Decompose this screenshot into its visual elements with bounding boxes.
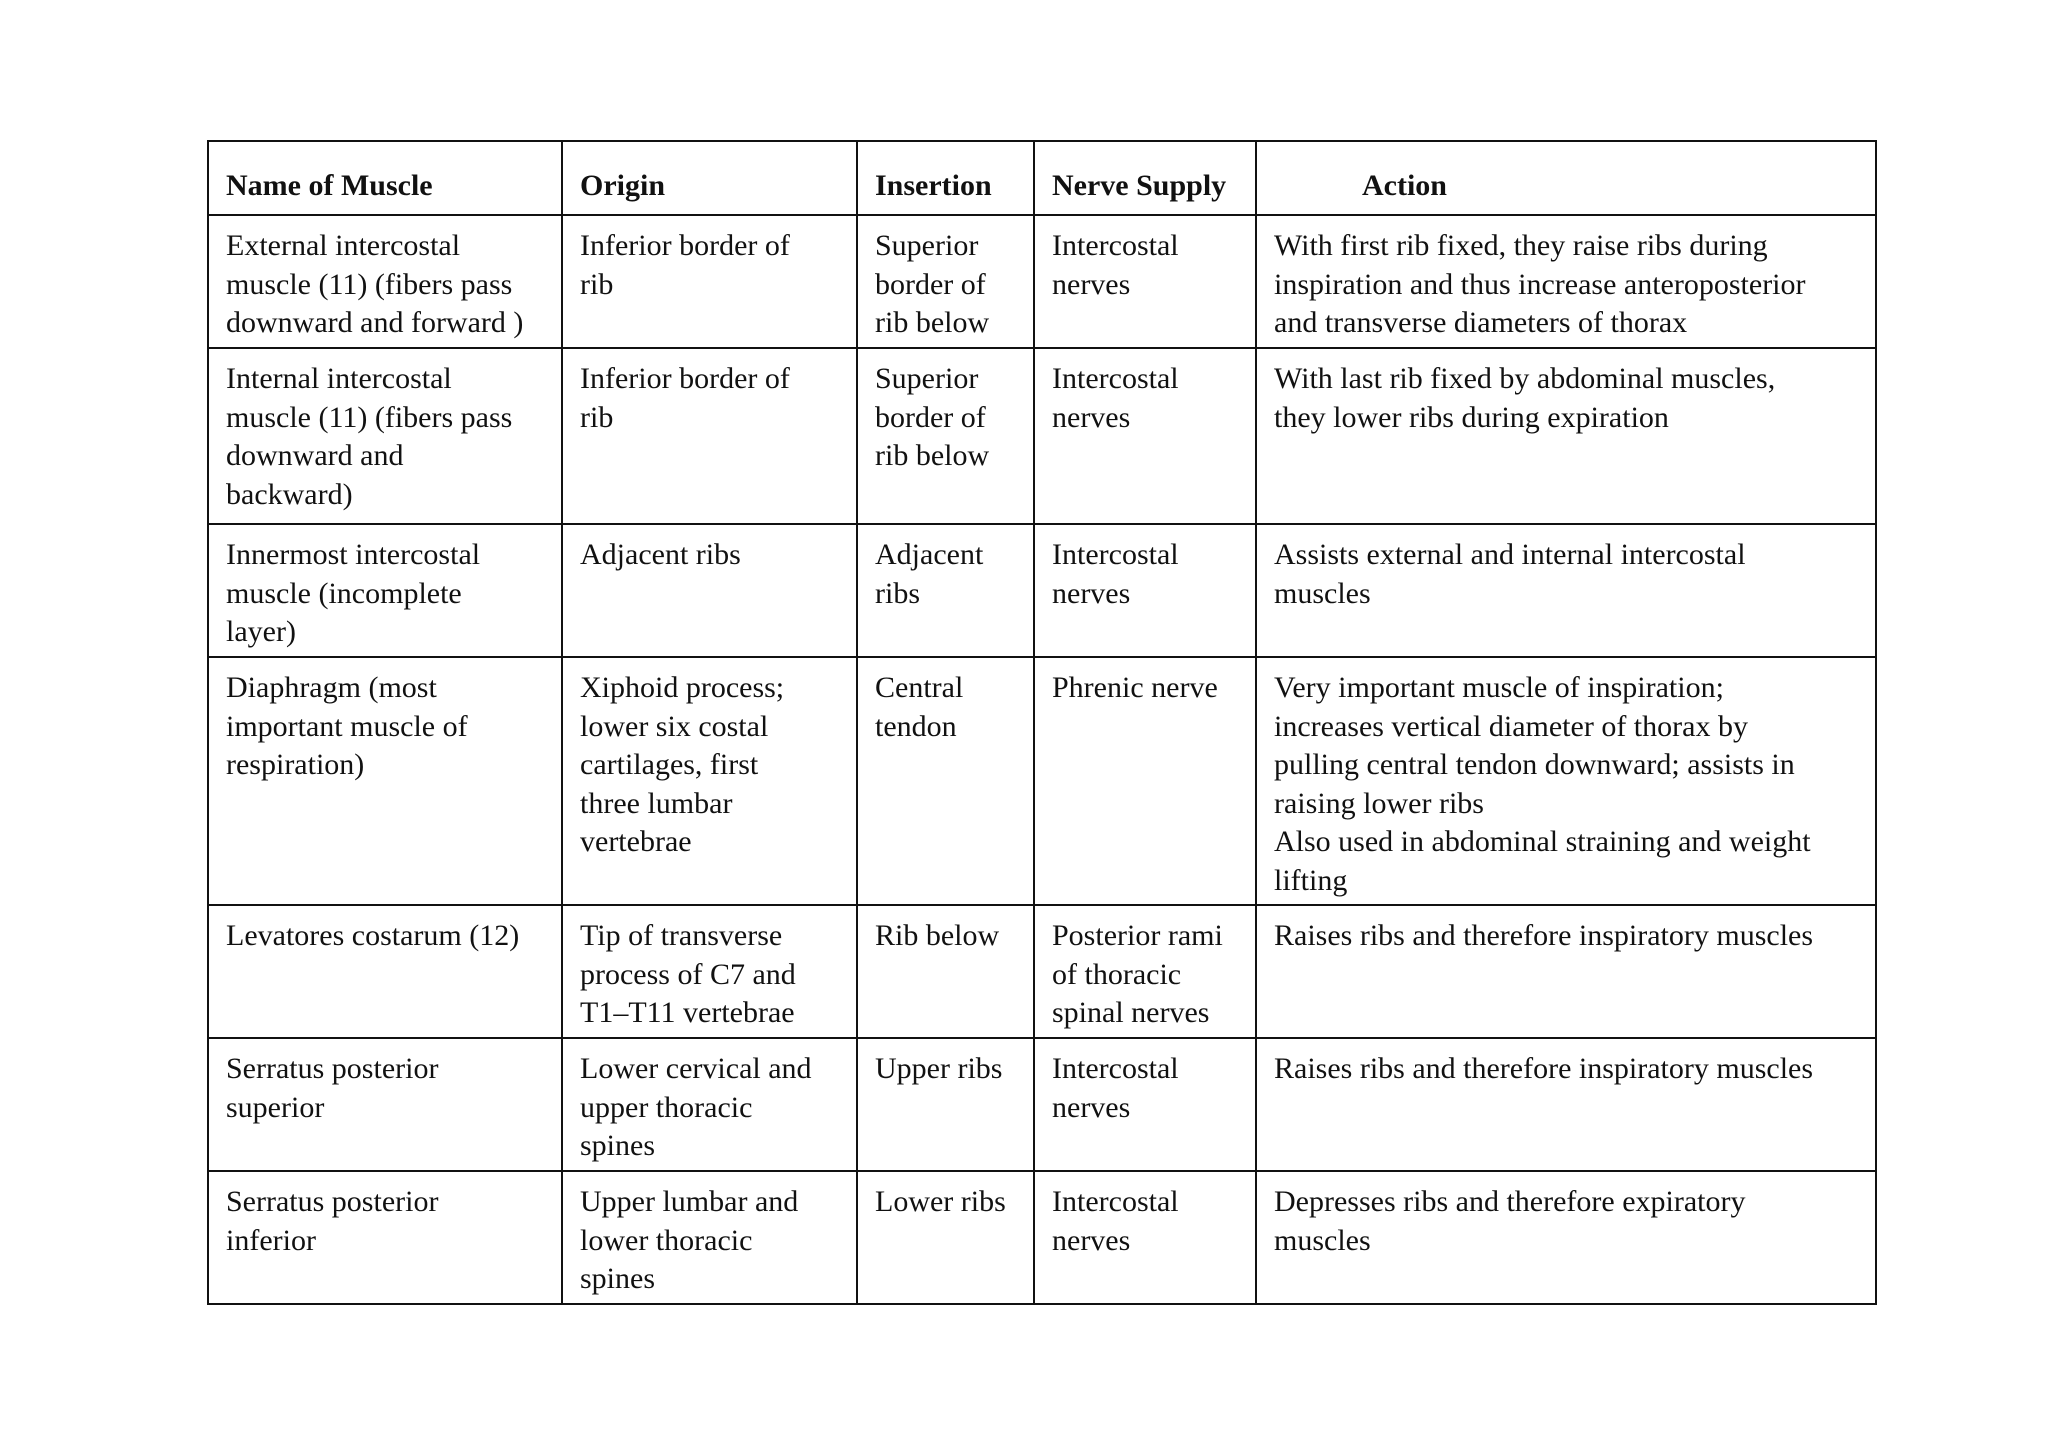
cell-line: Inferior border of	[580, 362, 790, 395]
cell-origin	[562, 905, 857, 1038]
header-origin: Origin	[562, 141, 857, 215]
cell-origin	[562, 1171, 857, 1304]
cell-nerve-supply	[1034, 348, 1256, 524]
cell-insertion	[857, 905, 1034, 1038]
cell-nerve-supply	[1034, 524, 1256, 657]
cell-line: upper thoracic	[580, 1090, 753, 1124]
header-insertion: Insertion	[857, 141, 1034, 215]
cell-line: Upper lumbar and	[580, 1185, 799, 1218]
table-header-row	[208, 141, 1876, 215]
table-row	[208, 1171, 1876, 1304]
cell-line: Intercostal	[1052, 362, 1179, 395]
cell-name	[208, 1038, 562, 1171]
cell-line: Serratus posterior	[226, 1185, 439, 1218]
cell-line: Intercostal	[1052, 1185, 1179, 1218]
cell-line: lifting	[1274, 863, 1348, 897]
cell-line: nerves	[1052, 1090, 1131, 1124]
cell-line: Central	[875, 671, 964, 704]
header-name-of-muscle: Name of Muscle	[208, 141, 562, 215]
cell-action	[1256, 215, 1876, 348]
cell-line: Intercostal	[1052, 1052, 1179, 1085]
cell-line: nerves	[1052, 576, 1131, 610]
cell-line: inferior	[226, 1223, 316, 1257]
cell-line: muscles	[1274, 576, 1371, 610]
cell-line: spines	[580, 1129, 655, 1162]
cell-line: muscle (11) (fibers pass	[226, 267, 513, 301]
cell-origin	[562, 348, 857, 524]
cell-line: Xiphoid process;	[580, 671, 785, 704]
cell-insertion	[857, 524, 1034, 657]
cell-line: Intercostal	[1052, 538, 1179, 571]
cell-line: lower thoracic	[580, 1223, 753, 1257]
cell-line: important muscle of	[226, 709, 468, 743]
cell-action	[1256, 905, 1876, 1038]
cell-origin	[562, 524, 857, 657]
cell-line: muscles	[1274, 1223, 1371, 1257]
cell-name	[208, 905, 562, 1038]
cell-line: External intercostal	[226, 229, 461, 262]
cell-line: Internal intercostal	[226, 362, 452, 395]
cell-origin	[562, 215, 857, 348]
cell-line: border of	[875, 400, 986, 434]
cell-name	[208, 1171, 562, 1304]
cell-line: vertebrae	[580, 825, 692, 858]
cell-line: nerves	[1052, 400, 1131, 434]
cell-line: nerves	[1052, 1223, 1131, 1257]
cell-line: Very important muscle of inspiration;	[1274, 671, 1724, 704]
cell-line: spinal nerves	[1052, 996, 1210, 1029]
cell-line: Tip of transverse	[580, 919, 783, 952]
cell-nerve-supply	[1034, 215, 1256, 348]
cell-line: Rib below	[875, 919, 1000, 952]
header-nerve-supply: Nerve Supply	[1034, 141, 1256, 215]
cell-line: process of C7 and	[580, 957, 796, 991]
cell-action	[1256, 657, 1876, 905]
cell-line: they lower ribs during expiration	[1274, 400, 1669, 434]
cell-action	[1256, 1038, 1876, 1171]
cell-line: With last rib fixed by abdominal muscles,	[1274, 362, 1776, 395]
cell-insertion	[857, 1171, 1034, 1304]
cell-line: increases vertical diameter of thorax by	[1274, 709, 1748, 743]
cell-nerve-supply	[1034, 1171, 1256, 1304]
cell-line: Assists external and internal intercostal	[1274, 538, 1746, 571]
cell-line: Intercostal	[1052, 229, 1179, 262]
cell-line: cartilages, first	[580, 748, 759, 781]
table-row	[208, 657, 1876, 905]
cell-line: Adjacent ribs	[580, 538, 741, 571]
cell-line: nerves	[1052, 267, 1131, 301]
cell-line: Also used in abdominal straining and weight	[1274, 825, 1811, 858]
cell-line: spines	[580, 1262, 655, 1295]
cell-origin	[562, 657, 857, 905]
cell-insertion	[857, 215, 1034, 348]
cell-line: Lower cervical and	[580, 1052, 812, 1085]
cell-origin	[562, 1038, 857, 1171]
cell-line: Lower ribs	[875, 1185, 1006, 1218]
cell-insertion	[857, 348, 1034, 524]
cell-insertion	[857, 657, 1034, 905]
cell-line: layer)	[226, 615, 296, 648]
cell-nerve-supply	[1034, 1038, 1256, 1171]
table-row	[208, 1038, 1876, 1171]
cell-line: tendon	[875, 709, 957, 743]
cell-insertion	[857, 1038, 1034, 1171]
cell-line: inspiration and thus increase anteroposterior	[1274, 267, 1806, 301]
table-row	[208, 348, 1876, 524]
cell-line: backward)	[226, 477, 353, 511]
cell-line: rib	[580, 267, 614, 301]
cell-line: respiration)	[226, 748, 365, 781]
cell-line: Adjacent	[875, 538, 984, 571]
cell-name	[208, 524, 562, 657]
cell-line: rib below	[875, 306, 990, 339]
cell-line: lower six costal	[580, 709, 769, 743]
cell-line: border of	[875, 267, 986, 301]
cell-line: superior	[226, 1090, 325, 1124]
cell-line: Superior	[875, 229, 979, 262]
cell-line: Innermost intercostal	[226, 538, 481, 571]
cell-line: rib	[580, 400, 614, 434]
cell-nerve-supply	[1034, 657, 1256, 905]
cell-action	[1256, 524, 1876, 657]
cell-line: Inferior border of	[580, 229, 790, 262]
cell-line: muscle (incomplete	[226, 576, 462, 610]
cell-line: of thoracic	[1052, 957, 1182, 991]
cell-line: pulling central tendon downward; assists in	[1274, 748, 1795, 781]
cell-line: muscle (11) (fibers pass	[226, 400, 513, 434]
cell-line: Depresses ribs and therefore expiratory	[1274, 1185, 1746, 1218]
header-action: Action	[1256, 141, 1876, 215]
cell-line: downward and forward )	[226, 306, 524, 339]
cell-nerve-supply	[1034, 905, 1256, 1038]
cell-name	[208, 348, 562, 524]
cell-line: Upper ribs	[875, 1052, 1003, 1085]
cell-line: With first rib fixed, they raise ribs during	[1274, 229, 1768, 262]
cell-action	[1256, 1171, 1876, 1304]
cell-line: Diaphragm (most	[226, 671, 437, 704]
table-row	[208, 905, 1876, 1038]
cell-line: Posterior rami	[1052, 919, 1223, 952]
cell-name	[208, 657, 562, 905]
cell-line: raising lower ribs	[1274, 786, 1484, 820]
table-row	[208, 215, 1876, 348]
cell-line: Levatores costarum (12)	[226, 919, 520, 952]
cell-line: Superior	[875, 362, 979, 395]
cell-line: Phrenic nerve	[1052, 671, 1218, 704]
cell-name	[208, 215, 562, 348]
cell-line: Serratus posterior	[226, 1052, 439, 1085]
cell-action	[1256, 348, 1876, 524]
cell-line: rib below	[875, 439, 990, 472]
cell-line: ribs	[875, 576, 920, 610]
respiratory-muscles-table	[207, 140, 1877, 1305]
cell-line: T1–T11 vertebrae	[580, 996, 795, 1029]
cell-line: three lumbar	[580, 786, 733, 820]
cell-line: downward and	[226, 439, 404, 472]
cell-line: Raises ribs and therefore inspiratory muscles	[1274, 1052, 1814, 1085]
cell-line: Raises ribs and therefore inspiratory muscles	[1274, 919, 1814, 952]
table-row	[208, 524, 1876, 657]
cell-line: and transverse diameters of thorax	[1274, 306, 1688, 339]
